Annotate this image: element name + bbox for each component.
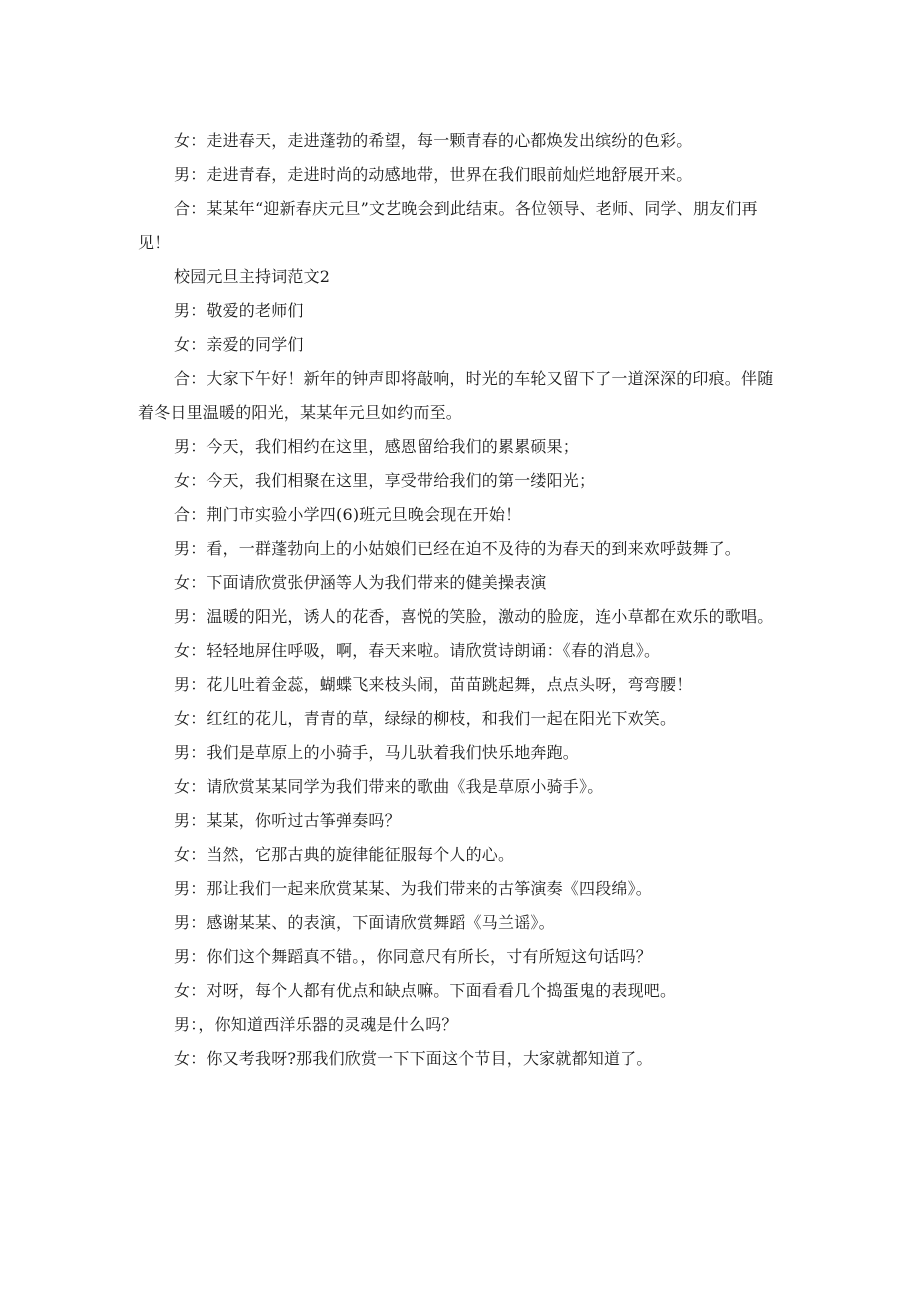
paragraph-male-line: 男：今天，我们相约在这里，感恩留给我们的累累硕果； [174, 437, 580, 456]
paragraph-female-line: 女：红红的花儿，青青的草，绿绿的柳枝，和我们一起在阳光下欢笑。 [174, 709, 677, 728]
paragraph-female-line: 女：亲爱的同学们 [174, 335, 304, 354]
paragraph-male-line: 男：温暖的阳光，诱人的花香，喜悦的笑脸，激动的脸庞，连小草都在欢乐的歌唱。 [174, 607, 774, 626]
paragraph-male-line: 男：花儿吐着金蕊，蝴蝶飞来枝头闹，苗苗跳起舞，点点头呀，弯弯腰！ [174, 675, 693, 694]
paragraph-together-line: 合：大家下午好！新年的钟声即将敲响，时光的车轮又留下了一道深深的印痕。伴随着冬日里温暖的阳光，某某年元旦如约而至。 [138, 369, 774, 422]
paragraph-male-line: 男：某某，你听过古筝弹奏吗？ [174, 811, 401, 830]
paragraph-male-line: 男：，你知道西洋乐器的灵魂是什么吗？ [174, 1015, 458, 1034]
paragraph-male-line: 男：感谢某某、的表演，下面请欣赏舞蹈《马兰谣》。 [174, 913, 555, 932]
paragraph-female-line: 女：请欣赏某某同学为我们带来的歌曲《我是草原小骑手》。 [174, 777, 604, 796]
paragraph-female-line: 女：你又考我呀?那我们欣赏一下下面这个节目，大家就都知道了。 [174, 1049, 653, 1068]
paragraph-female-line: 女：下面请欣赏张伊涵等人为我们带来的健美操表演 [174, 573, 547, 592]
document-body [138, 124, 783, 1076]
paragraph-female-line: 女：对呀，每个人都有优点和缺点嘛。下面看看几个捣蛋鬼的表现吧。 [174, 981, 677, 1000]
paragraph-male-line: 男：你们这个舞蹈真不错。，你同意尺有所长，寸有所短这句话吗？ [174, 947, 653, 966]
paragraph-male-line: 男：走进青春，走进时尚的动感地带，世界在我们眼前灿烂地舒展开来。 [174, 165, 693, 184]
paragraph-female-line: 女：今天，我们相聚在这里，享受带给我们的第一缕阳光； [174, 471, 596, 490]
paragraph-male-line: 男：我们是草原上的小骑手，马儿驮着我们快乐地奔跑。 [174, 743, 580, 762]
paragraph-male-line: 男：敬爱的老师们 [174, 301, 304, 320]
paragraph-together-line: 合：荆门市实验小学四(6)班元旦晚会现在开始！ [174, 505, 522, 524]
paragraph-male-line: 男：看，一群蓬勃向上的小姑娘们已经在迫不及待的为春天的到来欢呼鼓舞了。 [174, 539, 742, 558]
paragraph-male-line: 男：那让我们一起来欣赏某某、为我们带来的古筝演奏《四段绵》。 [174, 879, 653, 898]
section-heading: 校园元旦主持词范文2 [174, 267, 331, 286]
paragraph-female-line: 女：轻轻地屏住呼吸，啊，春天来啦。请欣赏诗朗诵：《春的消息》。 [174, 641, 661, 660]
paragraph-female-line: 女：当然，它那古典的旋律能征服每个人的心。 [174, 845, 515, 864]
paragraph-together-line: 合：某某年“迎新春庆元旦”文艺晚会到此结束。各位领导、老师、同学、朋友们再见！ [138, 199, 758, 252]
paragraph-female-line: 女：走进春天，走进蓬勃的希望，每一颗青春的心都焕发出缤纷的色彩。 [174, 131, 693, 150]
